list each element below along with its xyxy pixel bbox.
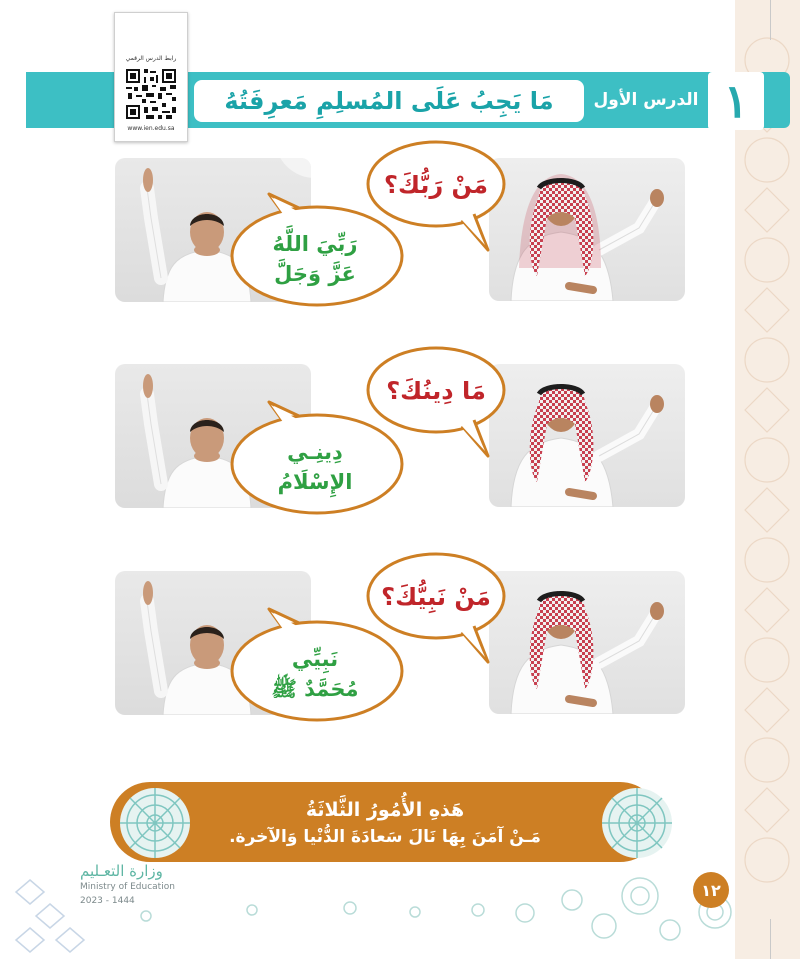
ministry-name-arabic: وزارة التعـليم [80,862,163,880]
lesson-number: ١ [723,74,749,128]
lesson-number-box [708,72,764,130]
answer-line: الإِسْلَامُ [277,470,353,494]
qr-caption: رابط الدرس الرقمي [125,55,177,62]
banner-line-1: هَذهِ الأُمُورُ الثَّلاثَةُ [305,799,465,821]
lesson-title: مَا يَجِبُ عَلَى المُسلِمِ مَعرِفَتُهُ [194,80,584,122]
answer-line: نَبِيِّي [291,646,339,671]
decorative-side-strip [735,0,800,959]
question-text-2: مَا دِينُكَ؟ [386,377,486,405]
page-number: ١٢ [693,872,729,908]
answer-line: رَبِّيَ اللَّهُ [272,231,358,256]
answer-line: عَزَّ وَجَلَّ [274,262,356,286]
answer-line: مُحَمَّدٌ ﷺ [271,677,359,701]
banner-text [140,788,630,858]
ministry-name-english: Ministry of Education [80,882,175,892]
geometric-pattern [735,0,800,959]
qr-code-icon[interactable] [124,67,178,121]
qr-url-link[interactable]: www.ien.edu.sa [127,125,175,132]
qr-card[interactable] [114,12,188,142]
lesson-label: الدرس الأول [593,90,699,110]
answer-line: دِينِـي [287,439,343,464]
question-text-3: مَنْ نَبِيُّكَ؟ [381,583,491,611]
ministry-year: 2023 - 1444 [80,896,135,906]
banner-line-2: مَـنْ آمَنَ بِهَا نَالَ سَعادَةَ الدُّنْيا وَالآخرة. [229,826,541,847]
crop-mark [770,0,771,40]
question-text-1: مَنْ رَبُّكَ؟ [384,171,488,199]
